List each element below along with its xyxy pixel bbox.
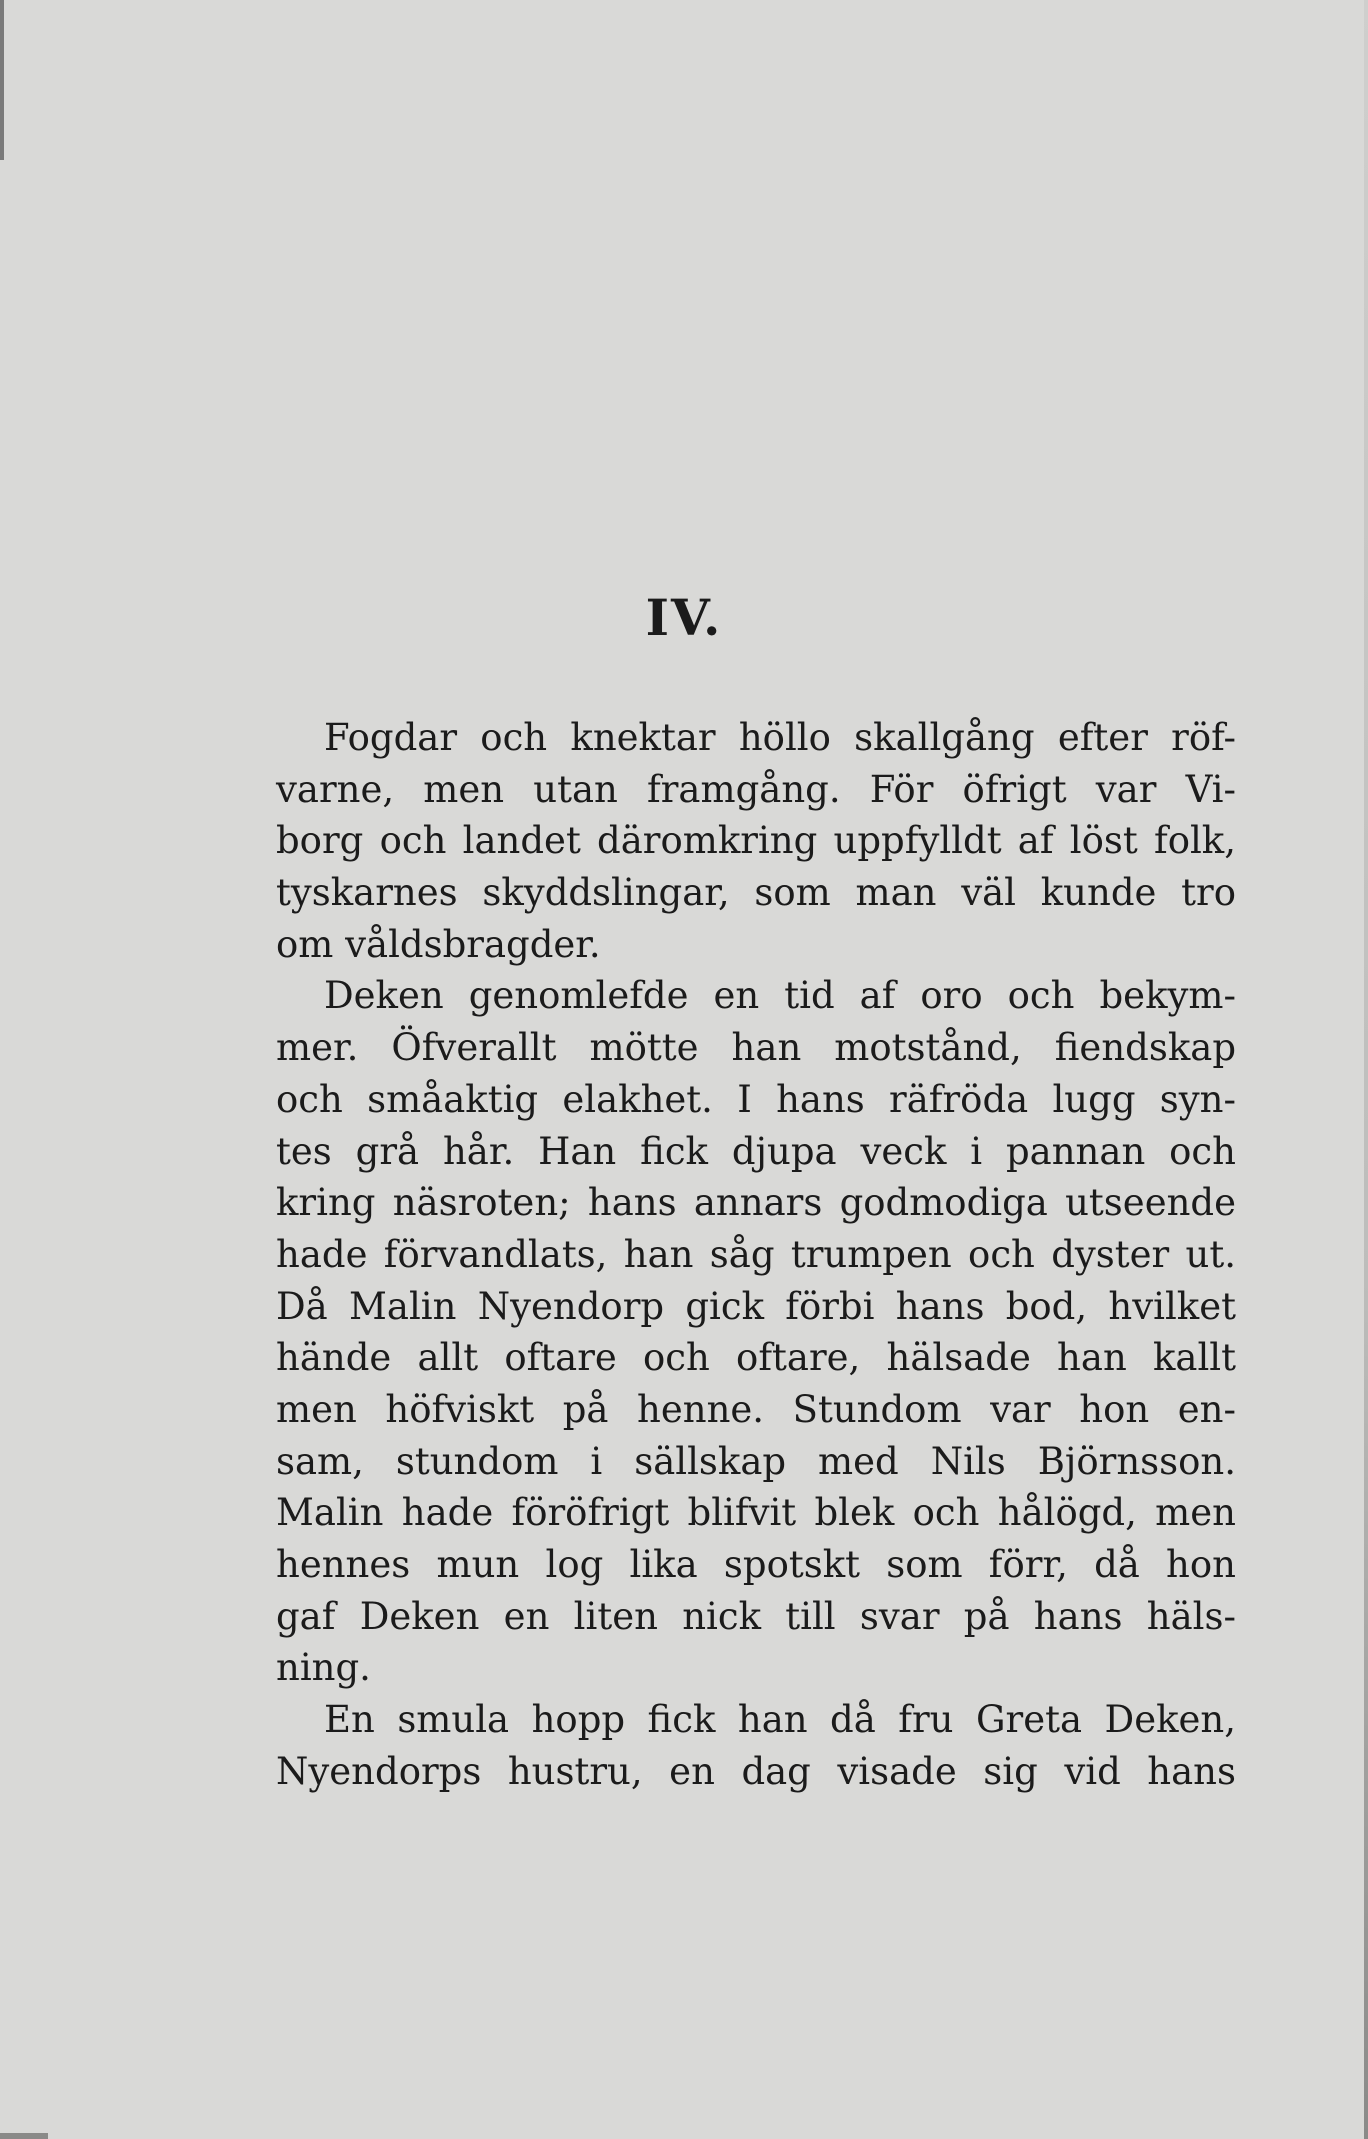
text-line: hände allt oftare och oftare, hälsade han kallt [276,1336,1236,1380]
text-line: Deken genomlefde en tid af oro och bekym- [324,974,1236,1018]
text-line: gaf Deken en liten nick till svar på hans häls- [276,1594,1236,1638]
page-corner-mark [0,2133,48,2139]
body-text [276,712,1236,1797]
text-line: borg och landet däromkring uppfylldt af löst folk, [276,819,1236,863]
text-line: men höfviskt på henne. Stundom var hon en- [276,1387,1236,1431]
text-line: Då Malin Nyendorp gick förbi hans bod, hvilket [276,1284,1236,1328]
text-line: om våldsbragder. [276,922,601,966]
text-line: sam, stundom i sällskap med Nils Björnsson. [276,1439,1236,1483]
text-line: hennes mun log lika spotskt som förr, då hon [276,1543,1236,1586]
page-edge-shadow [0,0,4,160]
chapter-heading: IV. [645,588,723,647]
text-line: och småaktig elakhet. I hans räfröda lugg syn- [276,1077,1236,1121]
text-line: tyskarnes skyddslingar, som man väl kunde tro [276,871,1236,915]
text-line: ning. [276,1646,371,1690]
text-line: Fogdar och knektar höllo skallgång efter röf- [324,716,1236,759]
text-line: mer. Öfverallt mötte han motstånd, fiendskap [276,1026,1236,1070]
text-line: Malin hade föröfrigt blifvit blek och hålögd, men [276,1491,1236,1535]
text-line: En smula hopp fick han då fru Greta Deken, [324,1698,1236,1742]
page-edge-shadow-right [1364,0,1368,2139]
text-line: kring näsroten; hans annars godmodiga utseende [276,1181,1236,1225]
text-line: varne, men utan framgång. För öfrigt var Vi- [276,767,1236,811]
text-line: Nyendorps hustru, en dag visade sig vid hans [276,1749,1236,1793]
text-line: hade förvandlats, han såg trumpen och dyster ut. [276,1232,1236,1276]
text-line: tes grå hår. Han fick djupa veck i pannan och [276,1129,1236,1173]
